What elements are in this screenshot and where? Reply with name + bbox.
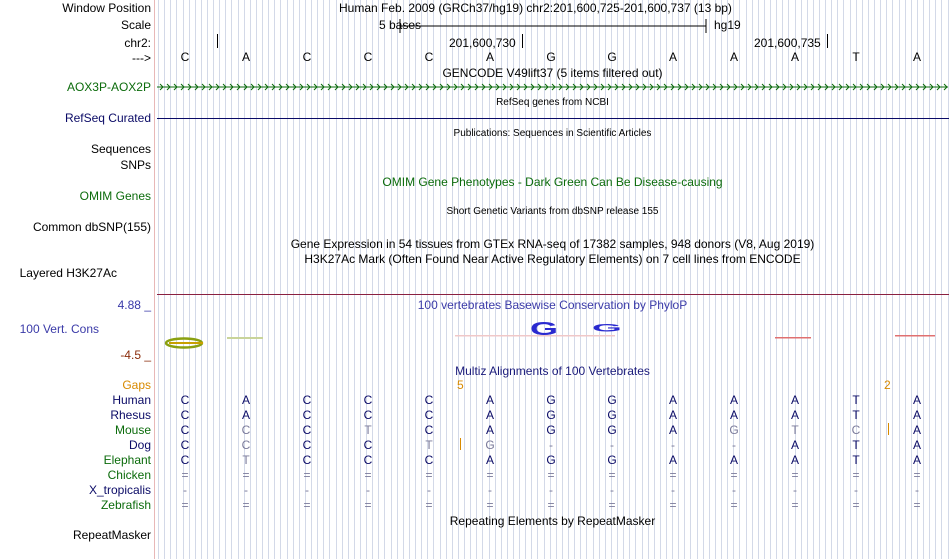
- species-alignment-row: [0, 498, 950, 512]
- alignment-base: =: [669, 468, 677, 482]
- h3k27ac-track-title[interactable]: H3K27Ac Mark (Often Found Near Active Regulatory Elements) on 7 cell lines from ENCODE: [304, 252, 801, 266]
- multiz-track-title[interactable]: Multiz Alignments of 100 Vertebrates: [455, 364, 650, 378]
- alignment-base: C: [363, 453, 373, 467]
- alignment-base: A: [668, 408, 678, 422]
- dbsnp-track-label[interactable]: Common dbSNP(155): [32, 220, 151, 234]
- insertion-marker: [888, 423, 889, 435]
- species-alignment-row: [0, 438, 950, 452]
- alignment-base: C: [424, 423, 434, 437]
- publications-track-label[interactable]: Sequences: [90, 142, 151, 156]
- alignment-base: C: [363, 393, 373, 407]
- alignment-base: =: [791, 468, 799, 482]
- alignment-base: C: [180, 423, 190, 437]
- alignment-base: -: [671, 438, 675, 452]
- alignment-base: =: [242, 498, 250, 512]
- alignment-base: =: [181, 468, 189, 482]
- base-letter: G: [546, 50, 556, 64]
- base-letter: T: [852, 50, 860, 64]
- alignment-base: -: [610, 438, 614, 452]
- alignment-base: A: [729, 408, 739, 422]
- base-letter: A: [790, 50, 800, 64]
- gencode-gene-feature[interactable]: [155, 81, 950, 93]
- alignment-base: C: [363, 408, 373, 422]
- conservation-logo-g1: G: [530, 319, 559, 339]
- alignment-base: -: [305, 483, 309, 497]
- species-alignment-row: [0, 423, 950, 437]
- alignment-base: -: [671, 483, 675, 497]
- alignment-base: G: [546, 453, 556, 467]
- window-position-text: Human Feb. 2009 (GRCh37/hg19) chr2:201,600,725-201,600,737 (13 bp): [339, 1, 732, 15]
- alignment-base: =: [303, 498, 311, 512]
- alignment-base: G: [546, 408, 556, 422]
- conservation-track-label[interactable]: 100 Vert. Cons: [19, 322, 99, 336]
- alignment-base: G: [607, 423, 617, 437]
- conservation-min-label: -4.5 _: [120, 348, 151, 362]
- scale-bar: [399, 18, 709, 34]
- alignment-base: C: [424, 453, 434, 467]
- h3k27ac-track-label[interactable]: Layered H3K27Ac: [19, 266, 117, 280]
- alignment-base: T: [242, 453, 250, 467]
- alignment-base: -: [732, 483, 736, 497]
- alignment-base: C: [363, 438, 373, 452]
- base-letter: C: [302, 50, 312, 64]
- alignment-base: T: [852, 453, 860, 467]
- alignment-base: =: [547, 468, 555, 482]
- alignment-base: =: [364, 468, 372, 482]
- alignment-base: =: [242, 468, 250, 482]
- alignment-base: A: [485, 408, 495, 422]
- base-letter: A: [912, 50, 922, 64]
- alignment-base: =: [791, 498, 799, 512]
- alignment-base: -: [915, 483, 919, 497]
- alignment-base: A: [790, 408, 800, 422]
- base-letter: A: [241, 50, 251, 64]
- ruler-coord-1: 201,600,730: [449, 36, 516, 50]
- conservation-max-label: 4.88 _: [117, 298, 151, 312]
- alignment-base: C: [180, 453, 190, 467]
- species-alignment-row: [0, 408, 950, 422]
- alignment-base: C: [424, 408, 434, 422]
- alignment-base: A: [790, 453, 800, 467]
- species-alignment-row: [0, 393, 950, 407]
- chrom-label: chr2:: [124, 36, 151, 50]
- species-alignment-row: [0, 483, 950, 497]
- species-label[interactable]: Human: [112, 393, 151, 407]
- alignment-base: =: [608, 468, 616, 482]
- alignment-base: A: [485, 453, 495, 467]
- alignment-base: -: [610, 483, 614, 497]
- species-label[interactable]: Elephant: [103, 453, 151, 467]
- gap-count-2: 2: [884, 378, 891, 392]
- alignment-base: -: [549, 438, 553, 452]
- alignment-base: =: [730, 468, 738, 482]
- ruler-tick: [522, 34, 523, 48]
- alignment-base: A: [241, 408, 251, 422]
- gencode-track-title[interactable]: GENCODE V49lift37 (5 items filtered out): [442, 66, 663, 80]
- alignment-base: A: [912, 438, 922, 452]
- alignment-base: =: [181, 498, 189, 512]
- alignment-base: C: [180, 393, 190, 407]
- gaps-label[interactable]: Gaps: [122, 378, 151, 392]
- alignment-base: =: [547, 498, 555, 512]
- gap-count-1: 5: [457, 378, 464, 392]
- alignment-base: G: [546, 423, 556, 437]
- alignment-base: =: [669, 498, 677, 512]
- alignment-base: T: [852, 393, 860, 407]
- alignment-base: =: [730, 498, 738, 512]
- base-letter: G: [607, 50, 617, 64]
- alignment-base: =: [486, 498, 494, 512]
- alignment-base: A: [790, 438, 800, 452]
- alignment-base: A: [668, 423, 678, 437]
- alignment-base: C: [302, 393, 312, 407]
- alignment-base: =: [364, 498, 372, 512]
- alignment-base: G: [607, 393, 617, 407]
- conservation-track-title[interactable]: 100 vertebrates Basewise Conservation by PhyloP: [417, 298, 688, 312]
- alignment-base: C: [241, 438, 251, 452]
- alignment-base: T: [852, 408, 860, 422]
- species-label[interactable]: Zebrafish: [100, 498, 151, 512]
- alignment-base: -: [366, 483, 370, 497]
- omim-track-label[interactable]: OMIM Genes: [79, 189, 151, 203]
- alignment-base: C: [851, 423, 861, 437]
- alignment-base: T: [364, 423, 372, 437]
- publications-track-title[interactable]: Publications: Sequences in Scientific Articles: [453, 128, 652, 139]
- alignment-base: =: [486, 468, 494, 482]
- ruler-tick: [217, 34, 218, 48]
- alignment-base: -: [183, 483, 187, 497]
- alignment-base: C: [424, 393, 434, 407]
- alignment-base: =: [913, 498, 921, 512]
- alignment-base: C: [180, 438, 190, 452]
- alignment-base: A: [729, 453, 739, 467]
- alignment-base: A: [485, 423, 495, 437]
- repeatmasker-track-title[interactable]: Repeating Elements by RepeatMasker: [449, 514, 656, 528]
- base-letter: C: [363, 50, 373, 64]
- alignment-base: A: [729, 393, 739, 407]
- species-label[interactable]: Dog: [128, 438, 151, 452]
- alignment-base: A: [912, 408, 922, 422]
- alignment-base: C: [180, 408, 190, 422]
- gtex-track-title[interactable]: Gene Expression in 54 tissues from GTEx RNA-seq of 17382 samples, 948 donors (V8, Aug 2019): [290, 237, 815, 251]
- alignment-base: G: [546, 393, 556, 407]
- alignment-base: -: [488, 483, 492, 497]
- scale-bar-text: 5 bases: [379, 18, 422, 32]
- base-sequence-row: [0, 50, 950, 64]
- species-alignment-row: [0, 468, 950, 482]
- base-letter: A: [485, 50, 495, 64]
- alignment-base: =: [425, 468, 433, 482]
- alignment-base: C: [302, 423, 312, 437]
- alignment-base: G: [729, 423, 739, 437]
- repeatmasker-track-label[interactable]: RepeatMasker: [72, 528, 151, 542]
- window-position-label: Window Position: [62, 1, 151, 15]
- species-label[interactable]: X_tropicalis: [88, 483, 151, 497]
- alignment-base: =: [303, 468, 311, 482]
- refseq-gene-feature[interactable]: [157, 118, 949, 119]
- alignment-base: T: [425, 438, 433, 452]
- h3k27ac-signal-baseline: [157, 294, 949, 295]
- ruler-coord-2: 201,600,735: [754, 36, 821, 50]
- conservation-logo-g2: G: [592, 322, 622, 335]
- alignment-base: -: [427, 483, 431, 497]
- ruler-tick: [827, 34, 828, 48]
- alignment-base: C: [302, 438, 312, 452]
- alignment-base: A: [912, 393, 922, 407]
- alignment-base: G: [485, 438, 495, 452]
- dbsnp-track-title[interactable]: Short Genetic Variants from dbSNP release 155: [446, 206, 659, 217]
- alignment-base: =: [852, 468, 860, 482]
- base-letter: C: [180, 50, 190, 64]
- alignment-base: A: [485, 393, 495, 407]
- alignment-base: -: [244, 483, 248, 497]
- base-letter: C: [424, 50, 434, 64]
- alignment-base: =: [425, 498, 433, 512]
- alignment-base: =: [913, 468, 921, 482]
- alignment-base: T: [791, 423, 799, 437]
- alignment-base: C: [302, 453, 312, 467]
- alignment-base: T: [852, 438, 860, 452]
- refseq-track-title[interactable]: RefSeq genes from NCBI: [496, 97, 609, 108]
- scale-label: Scale: [120, 18, 151, 32]
- alignment-base: C: [241, 423, 251, 437]
- alignment-base: =: [608, 498, 616, 512]
- alignment-base: =: [852, 498, 860, 512]
- alignment-base: G: [607, 408, 617, 422]
- species-label[interactable]: Rhesus: [110, 408, 151, 422]
- species-label[interactable]: Chicken: [107, 468, 151, 482]
- alignment-base: -: [854, 483, 858, 497]
- scale-assembly: hg19: [714, 18, 741, 32]
- strand-label[interactable]: --->: [132, 51, 151, 65]
- insertion-marker: [460, 438, 461, 450]
- alignment-base: -: [549, 483, 553, 497]
- species-label[interactable]: Mouse: [114, 423, 151, 437]
- alignment-base: -: [793, 483, 797, 497]
- alignment-base: G: [607, 453, 617, 467]
- omim-track-title[interactable]: OMIM Gene Phenotypes - Dark Green Can Be Disease-causing: [382, 175, 723, 189]
- alignment-base: A: [241, 393, 251, 407]
- refseq-track-label[interactable]: RefSeq Curated: [64, 111, 151, 125]
- alignment-base: C: [302, 408, 312, 422]
- snps-track-label[interactable]: SNPs: [120, 158, 151, 172]
- species-alignment-row: [0, 453, 950, 467]
- alignment-base: A: [790, 393, 800, 407]
- gencode-item-label[interactable]: AOX3P-AOX2P: [66, 80, 151, 94]
- base-letter: A: [729, 50, 739, 64]
- alignment-base: A: [668, 453, 678, 467]
- alignment-base: A: [912, 423, 922, 437]
- alignment-base: A: [912, 453, 922, 467]
- base-letter: A: [668, 50, 678, 64]
- alignment-base: A: [668, 393, 678, 407]
- alignment-base: -: [732, 438, 736, 452]
